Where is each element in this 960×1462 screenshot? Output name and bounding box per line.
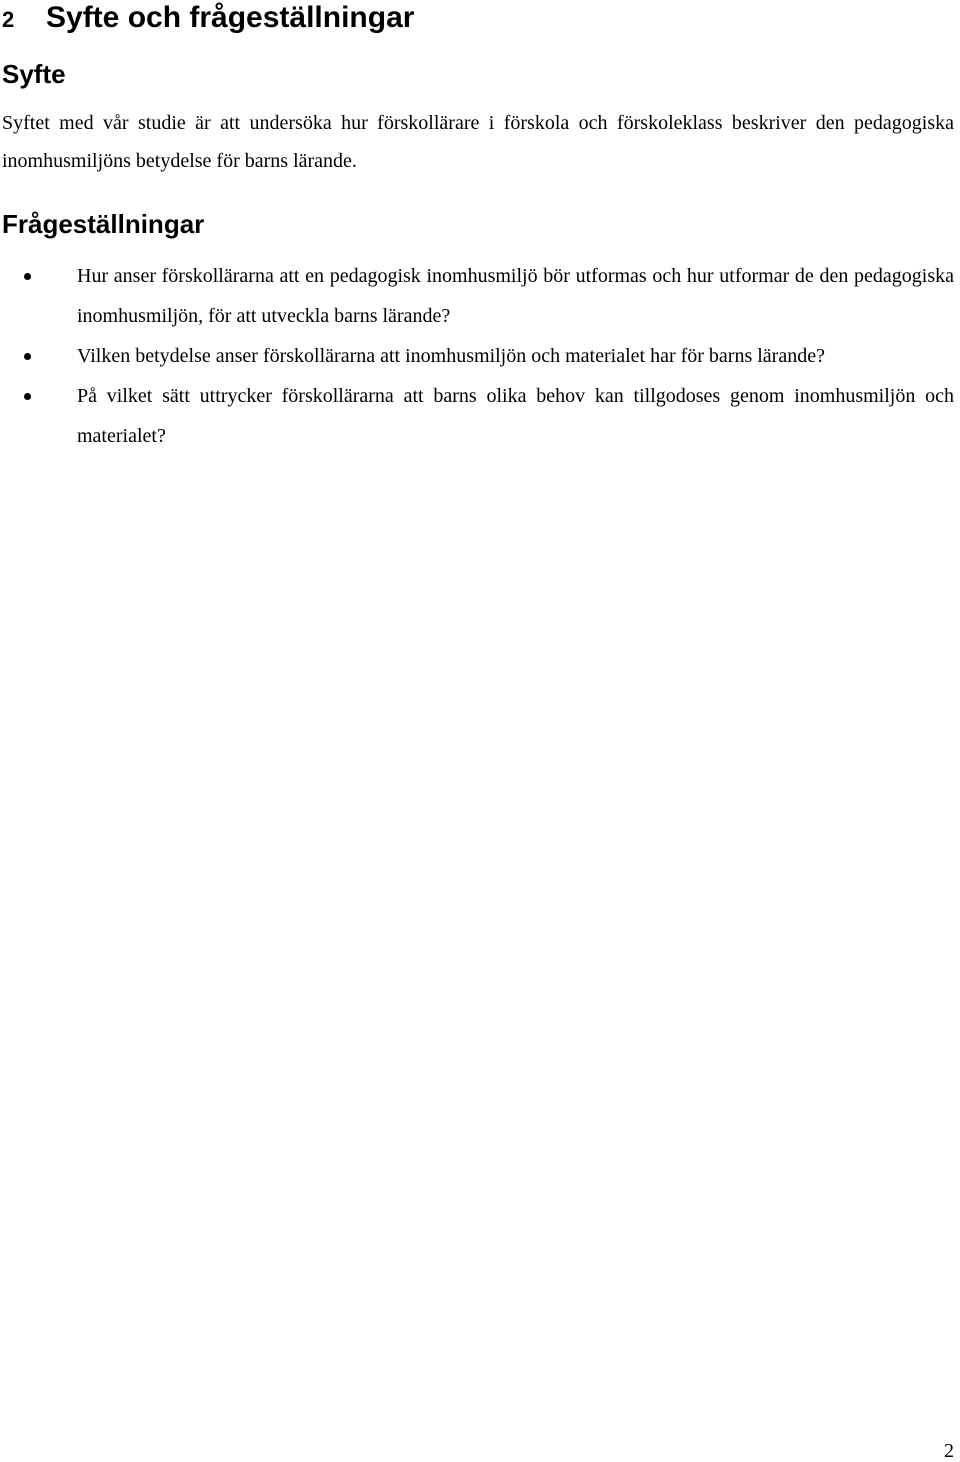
bullet-icon: [24, 353, 31, 360]
bullet-icon: [24, 393, 31, 400]
chapter-title: Syfte och frågeställningar: [46, 1, 415, 34]
chapter-heading: [2, 0, 414, 38]
chapter-number: 2: [2, 7, 15, 32]
list-item: [0, 336, 954, 376]
question-text: På vilket sätt uttrycker förskollärarna att barns olika behov kan tillgodoses genom inomhusmiljön och materialet?: [77, 385, 954, 447]
questions-heading: Frågeställningar: [2, 209, 205, 239]
bullet-icon: [24, 273, 31, 280]
aim-heading: Syfte: [2, 59, 66, 89]
list-item: [0, 376, 954, 456]
question-text: Hur anser förskollärarna att en pedagogisk inomhusmiljö bör utformas och hur utformar de den pedagogiska inomhusmiljön, för att utveckla barns lärande?: [77, 265, 954, 327]
question-text: Vilken betydelse anser förskollärarna att inomhusmiljön och materialet har för barns lärande?: [77, 345, 825, 367]
questions-list: [0, 256, 954, 456]
aim-paragraph: Syftet med vår studie är att undersöka hur förskollärare i förskola och förskoleklass beskriver den pedagogiska inomhusmiljöns betydelse för barns lärande.: [2, 112, 954, 172]
list-item: [0, 256, 954, 336]
page-number: 2: [944, 1440, 954, 1462]
